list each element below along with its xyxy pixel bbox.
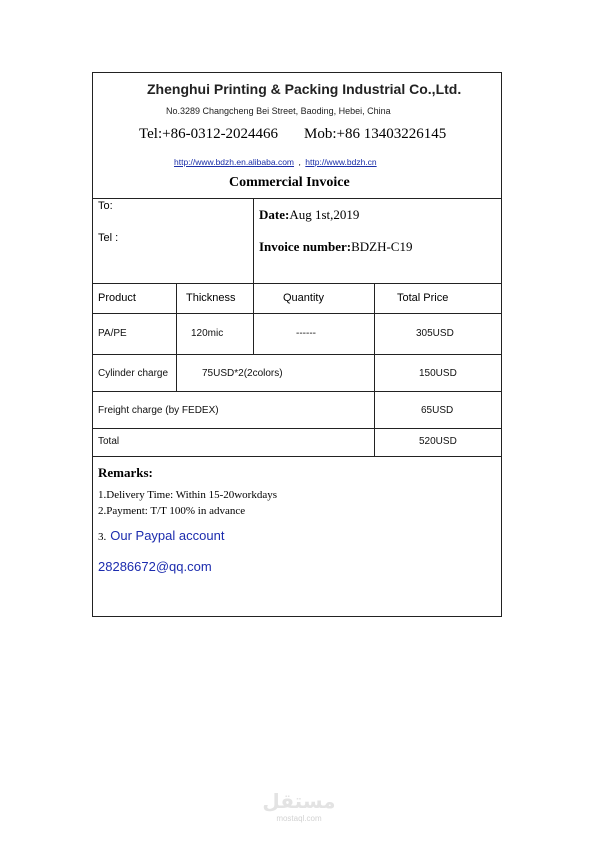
alibaba-link[interactable]: http://www.bdzh.en.alibaba.com — [174, 157, 295, 167]
row1-price: 305USD — [416, 328, 454, 339]
row4-price: 520USD — [419, 436, 457, 447]
header-quantity: Quantity — [283, 292, 324, 304]
company-address: No.3289 Changcheng Bei Street, Baoding, Hebei, China — [166, 106, 391, 116]
header-total-price: Total Price — [397, 292, 449, 304]
link-separator: , — [298, 157, 301, 167]
divider-line — [253, 198, 254, 354]
remark-payment: 2.Payment: T/T 100% in advance — [98, 505, 246, 517]
invoice-date — [259, 206, 359, 224]
paypal-email[interactable]: 28286672@qq.com — [98, 559, 212, 574]
paypal-text: Our Paypal account — [110, 528, 225, 543]
divider-line — [93, 198, 501, 199]
row1-quantity: ------ — [296, 328, 316, 339]
divider-line — [93, 428, 501, 429]
header-product: Product — [98, 292, 136, 304]
row2-label: Cylinder charge — [98, 368, 169, 379]
header-thickness: Thickness — [186, 292, 236, 304]
website-link[interactable]: http://www.bdzh.cn — [305, 157, 377, 167]
watermark-domain: mostaql.com — [276, 814, 322, 823]
website-links — [174, 152, 377, 170]
invoice-title: Commercial Invoice — [229, 175, 350, 190]
divider-line — [374, 283, 375, 456]
divider-line — [93, 313, 501, 314]
invoice-number-label: Invoice number: — [259, 239, 352, 254]
row1-product: PA/PE — [98, 328, 127, 339]
divider-line — [93, 283, 501, 284]
date-label: Date: — [259, 207, 290, 222]
divider-line — [93, 456, 501, 457]
remark-paypal — [98, 527, 224, 545]
remark-number: 3. — [98, 531, 107, 543]
company-mobile: Mob:+86 13403226145 — [304, 126, 447, 142]
to-label: To: — [98, 200, 113, 212]
tel-label: Tel : — [98, 232, 119, 244]
row2-detail: 75USD*2(2colors) — [202, 368, 283, 379]
row3-label: Freight charge (by FEDEX) — [98, 405, 219, 416]
date-value: Aug 1st,2019 — [289, 207, 360, 222]
invoice-number-value: BDZH-C19 — [351, 239, 413, 254]
divider-line — [93, 354, 501, 355]
commercial-invoice — [92, 72, 502, 617]
row1-thickness: 120mic — [191, 328, 224, 339]
row2-price: 150USD — [419, 368, 457, 379]
remark-delivery: 1.Delivery Time: Within 15-20workdays — [98, 489, 278, 501]
divider-line — [93, 391, 501, 392]
company-tel: Tel:+86-0312-2024466 — [139, 126, 279, 142]
remarks-title: Remarks: — [98, 465, 153, 480]
mostaql-watermark — [262, 790, 336, 826]
divider-line — [176, 283, 177, 391]
watermark-logo: مستقل — [262, 789, 336, 813]
row4-label: Total — [98, 436, 120, 447]
invoice-number — [259, 238, 412, 256]
company-name: Zhenghui Printing & Packing Industrial Co.,Ltd. — [147, 81, 462, 97]
row3-price: 65USD — [421, 405, 454, 416]
